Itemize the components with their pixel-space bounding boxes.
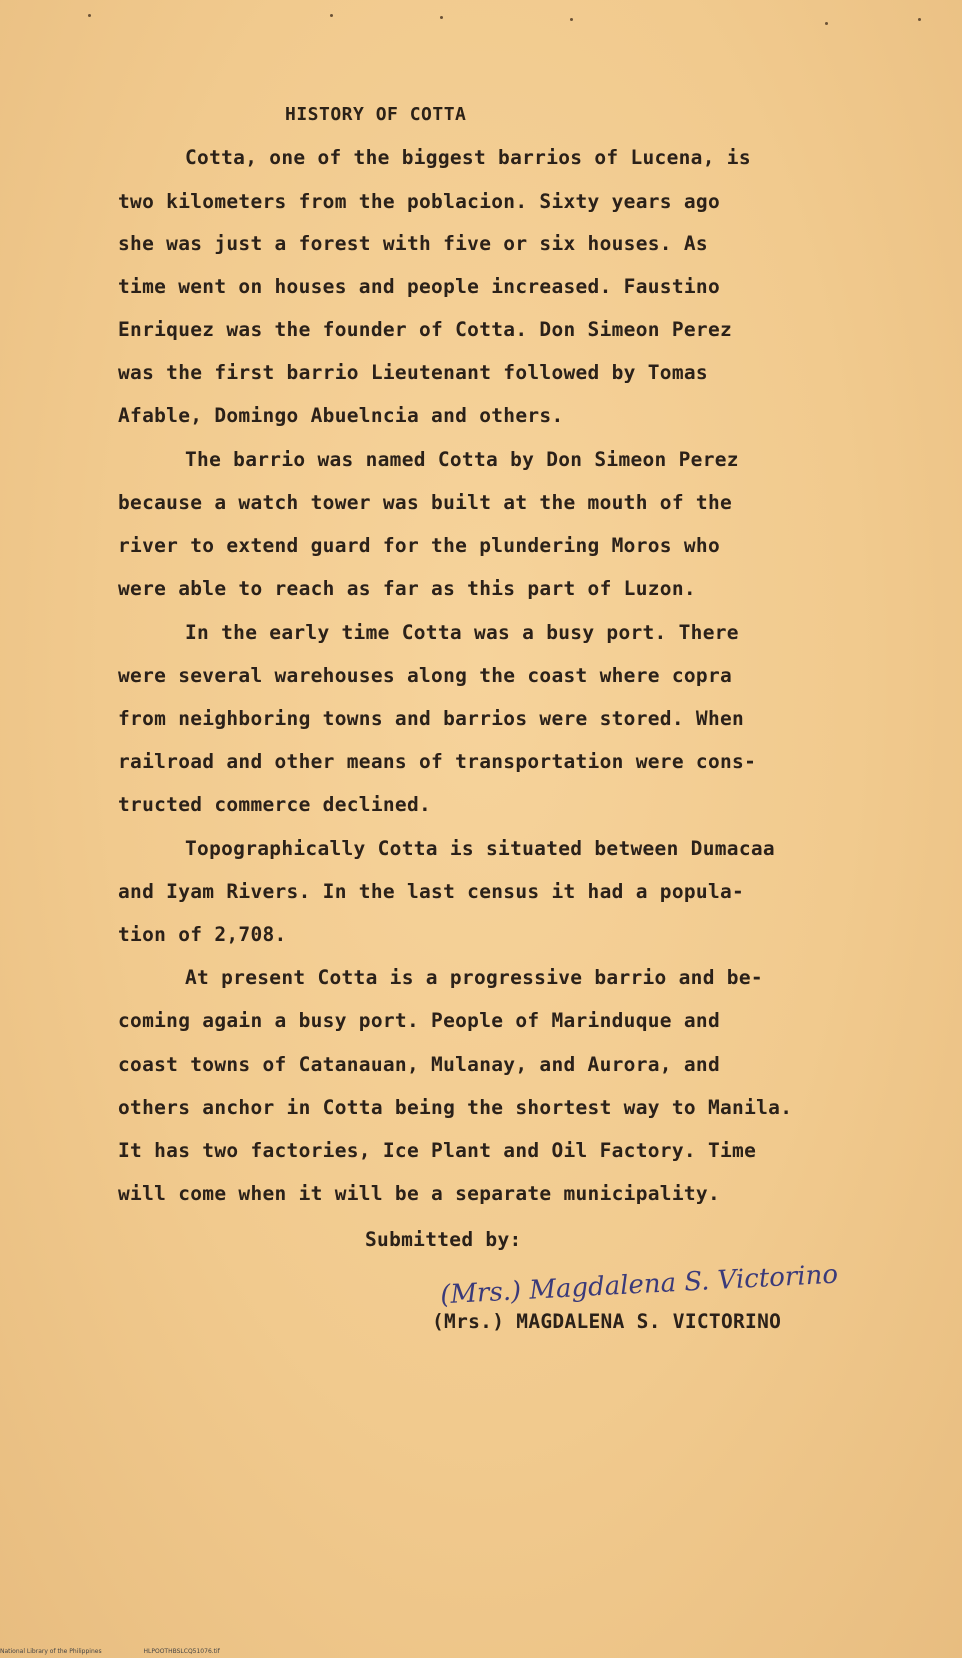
footer-library: National Library of the Philippines [0,1648,102,1655]
text-line: was the first barrio Lieutenant followed by Tomas [118,361,708,384]
archive-footer [0,1648,260,1655]
text-line: Topographically Cotta is situated between Dumacaa [185,837,775,860]
submitted-by-label: Submitted by: [365,1228,522,1251]
paper-speck [88,14,91,17]
text-line: river to extend guard for the plundering Moros who [118,534,720,557]
text-line: she was just a forest with five or six houses. As [118,232,708,255]
text-line: railroad and other means of transportation were cons- [118,750,757,773]
text-line: tructed commerce declined. [118,793,432,816]
paper-speck [825,22,828,25]
author-name: (Mrs.) MAGDALENA S. VICTORINO [432,1310,782,1333]
text-line: At present Cotta is a progressive barrio and be- [185,966,763,989]
text-line: Afable, Domingo Abuelncia and others. [118,404,564,427]
paper-speck [918,18,921,21]
text-line: tion of 2,708. [118,923,287,946]
text-line: two kilometers from the poblacion. Sixty years ago [118,190,720,213]
text-line: coast towns of Catanauan, Mulanay, and Aurora, and [118,1053,720,1076]
text-line: Cotta, one of the biggest barrios of Lucena, is [185,146,751,169]
document-title: HISTORY OF COTTA [285,104,467,125]
text-line: because a watch tower was built at the mouth of the [118,491,733,514]
text-line: from neighboring towns and barrios were stored. When [118,707,745,730]
text-line: will come when it will be a separate municipality. [118,1182,720,1205]
text-line: Enriquez was the founder of Cotta. Don Simeon Perez [118,318,733,341]
paper-speck [440,16,443,19]
text-line: were able to reach as far as this part of Luzon. [118,577,696,600]
paper-speck [570,18,573,21]
text-line: and Iyam Rivers. In the last census it had a popula- [118,880,745,903]
text-line: It has two factories, Ice Plant and Oil Factory. Time [118,1139,757,1162]
text-line: coming again a busy port. People of Marinduque and [118,1009,720,1032]
handwritten-signature: (Mrs.) Magdalena S. Victorino [439,1259,839,1311]
text-line: others anchor in Cotta being the shortest way to Manila. [118,1096,793,1119]
text-line: In the early time Cotta was a busy port. There [185,621,739,644]
paper-speck [330,14,333,17]
footer-file-id: HLPOOTHBSLCQ51076.tif [143,1648,220,1655]
text-line: time went on houses and people increased. Faustino [118,275,720,298]
text-line: The barrio was named Cotta by Don Simeon Perez [185,448,739,471]
text-line: were several warehouses along the coast where copra [118,664,733,687]
